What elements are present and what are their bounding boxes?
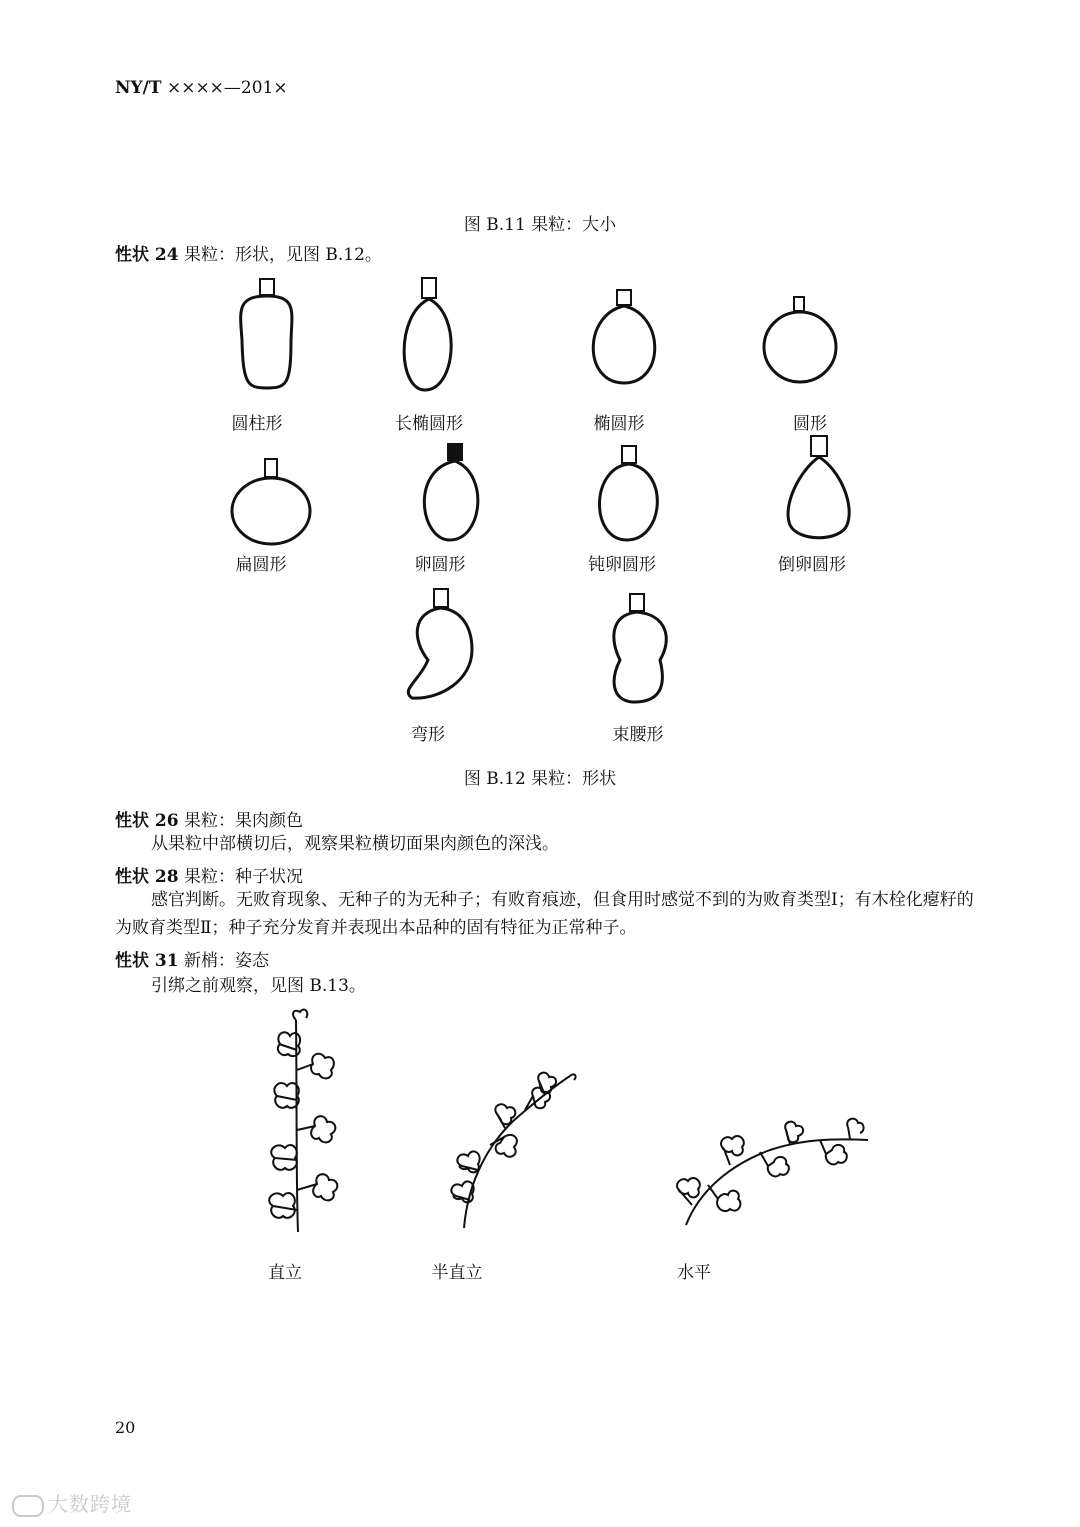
trait-28-text: 果粒：种子状况 xyxy=(178,867,303,887)
label-erect: 直立 xyxy=(268,1263,302,1283)
label-curved: 弯形 xyxy=(411,725,445,745)
label-round: 圆形 xyxy=(793,414,827,434)
trait-26-label: 性状 26 xyxy=(115,811,179,831)
shoot-erect-drawing xyxy=(269,1010,337,1232)
trait-31-description: 引绑之前观察，见图 B.13。 xyxy=(151,976,366,996)
standard-number: ××××—201× xyxy=(161,78,288,98)
label-long-elliptic: 长椭圆形 xyxy=(395,414,463,434)
figure-b12-caption: 图 B.12 果粒：形状 xyxy=(463,769,617,789)
trait-28-description: 感官判断。无败育现象、无种子的为无种子；有败育痕迹，但食用时感觉不到的为败育类型Ⅰ；有木栓化瘪籽的为败育类型Ⅱ；种子充分发育并表现出本品种的固有特征为正常种子。 xyxy=(115,890,974,938)
label-ovate: 卵圆形 xyxy=(414,555,466,575)
trait-24-label: 性状 24 xyxy=(115,245,179,265)
watermark-logo-icon xyxy=(12,1495,44,1517)
label-horizontal: 水平 xyxy=(677,1263,711,1283)
trait-26-description: 从果粒中部横切后，观察果粒横切面果肉颜色的深浅。 xyxy=(151,834,559,854)
trait-24-text: 果粒：形状，见图 B.12。 xyxy=(178,245,382,265)
watermark xyxy=(12,1488,132,1517)
standard-prefix: NY/T xyxy=(115,78,162,98)
label-elliptic: 椭圆形 xyxy=(593,414,645,434)
label-waisted: 束腰形 xyxy=(612,725,664,745)
trait-26-text: 果粒：果肉颜色 xyxy=(178,811,303,831)
watermark-text: 大数跨境 xyxy=(48,1492,132,1516)
label-cylindrical: 圆柱形 xyxy=(231,414,283,434)
shoot-semi-erect-drawing xyxy=(451,1073,575,1228)
label-semi-erect: 半直立 xyxy=(431,1263,483,1283)
trait-31-label: 性状 31 xyxy=(115,951,179,971)
shoot-horizontal-drawing xyxy=(677,1119,868,1225)
trait-28-label: 性状 28 xyxy=(115,867,179,887)
figure-b11-caption: 图 B.11 果粒：大小 xyxy=(463,215,617,235)
label-obtuse-ovate: 钝卵圆形 xyxy=(588,555,656,575)
label-obovate: 倒卵圆形 xyxy=(778,555,846,575)
label-oblate: 扁圆形 xyxy=(235,555,287,575)
page-number: 20 xyxy=(115,1418,136,1437)
trait-31-text: 新梢：姿态 xyxy=(178,951,269,971)
